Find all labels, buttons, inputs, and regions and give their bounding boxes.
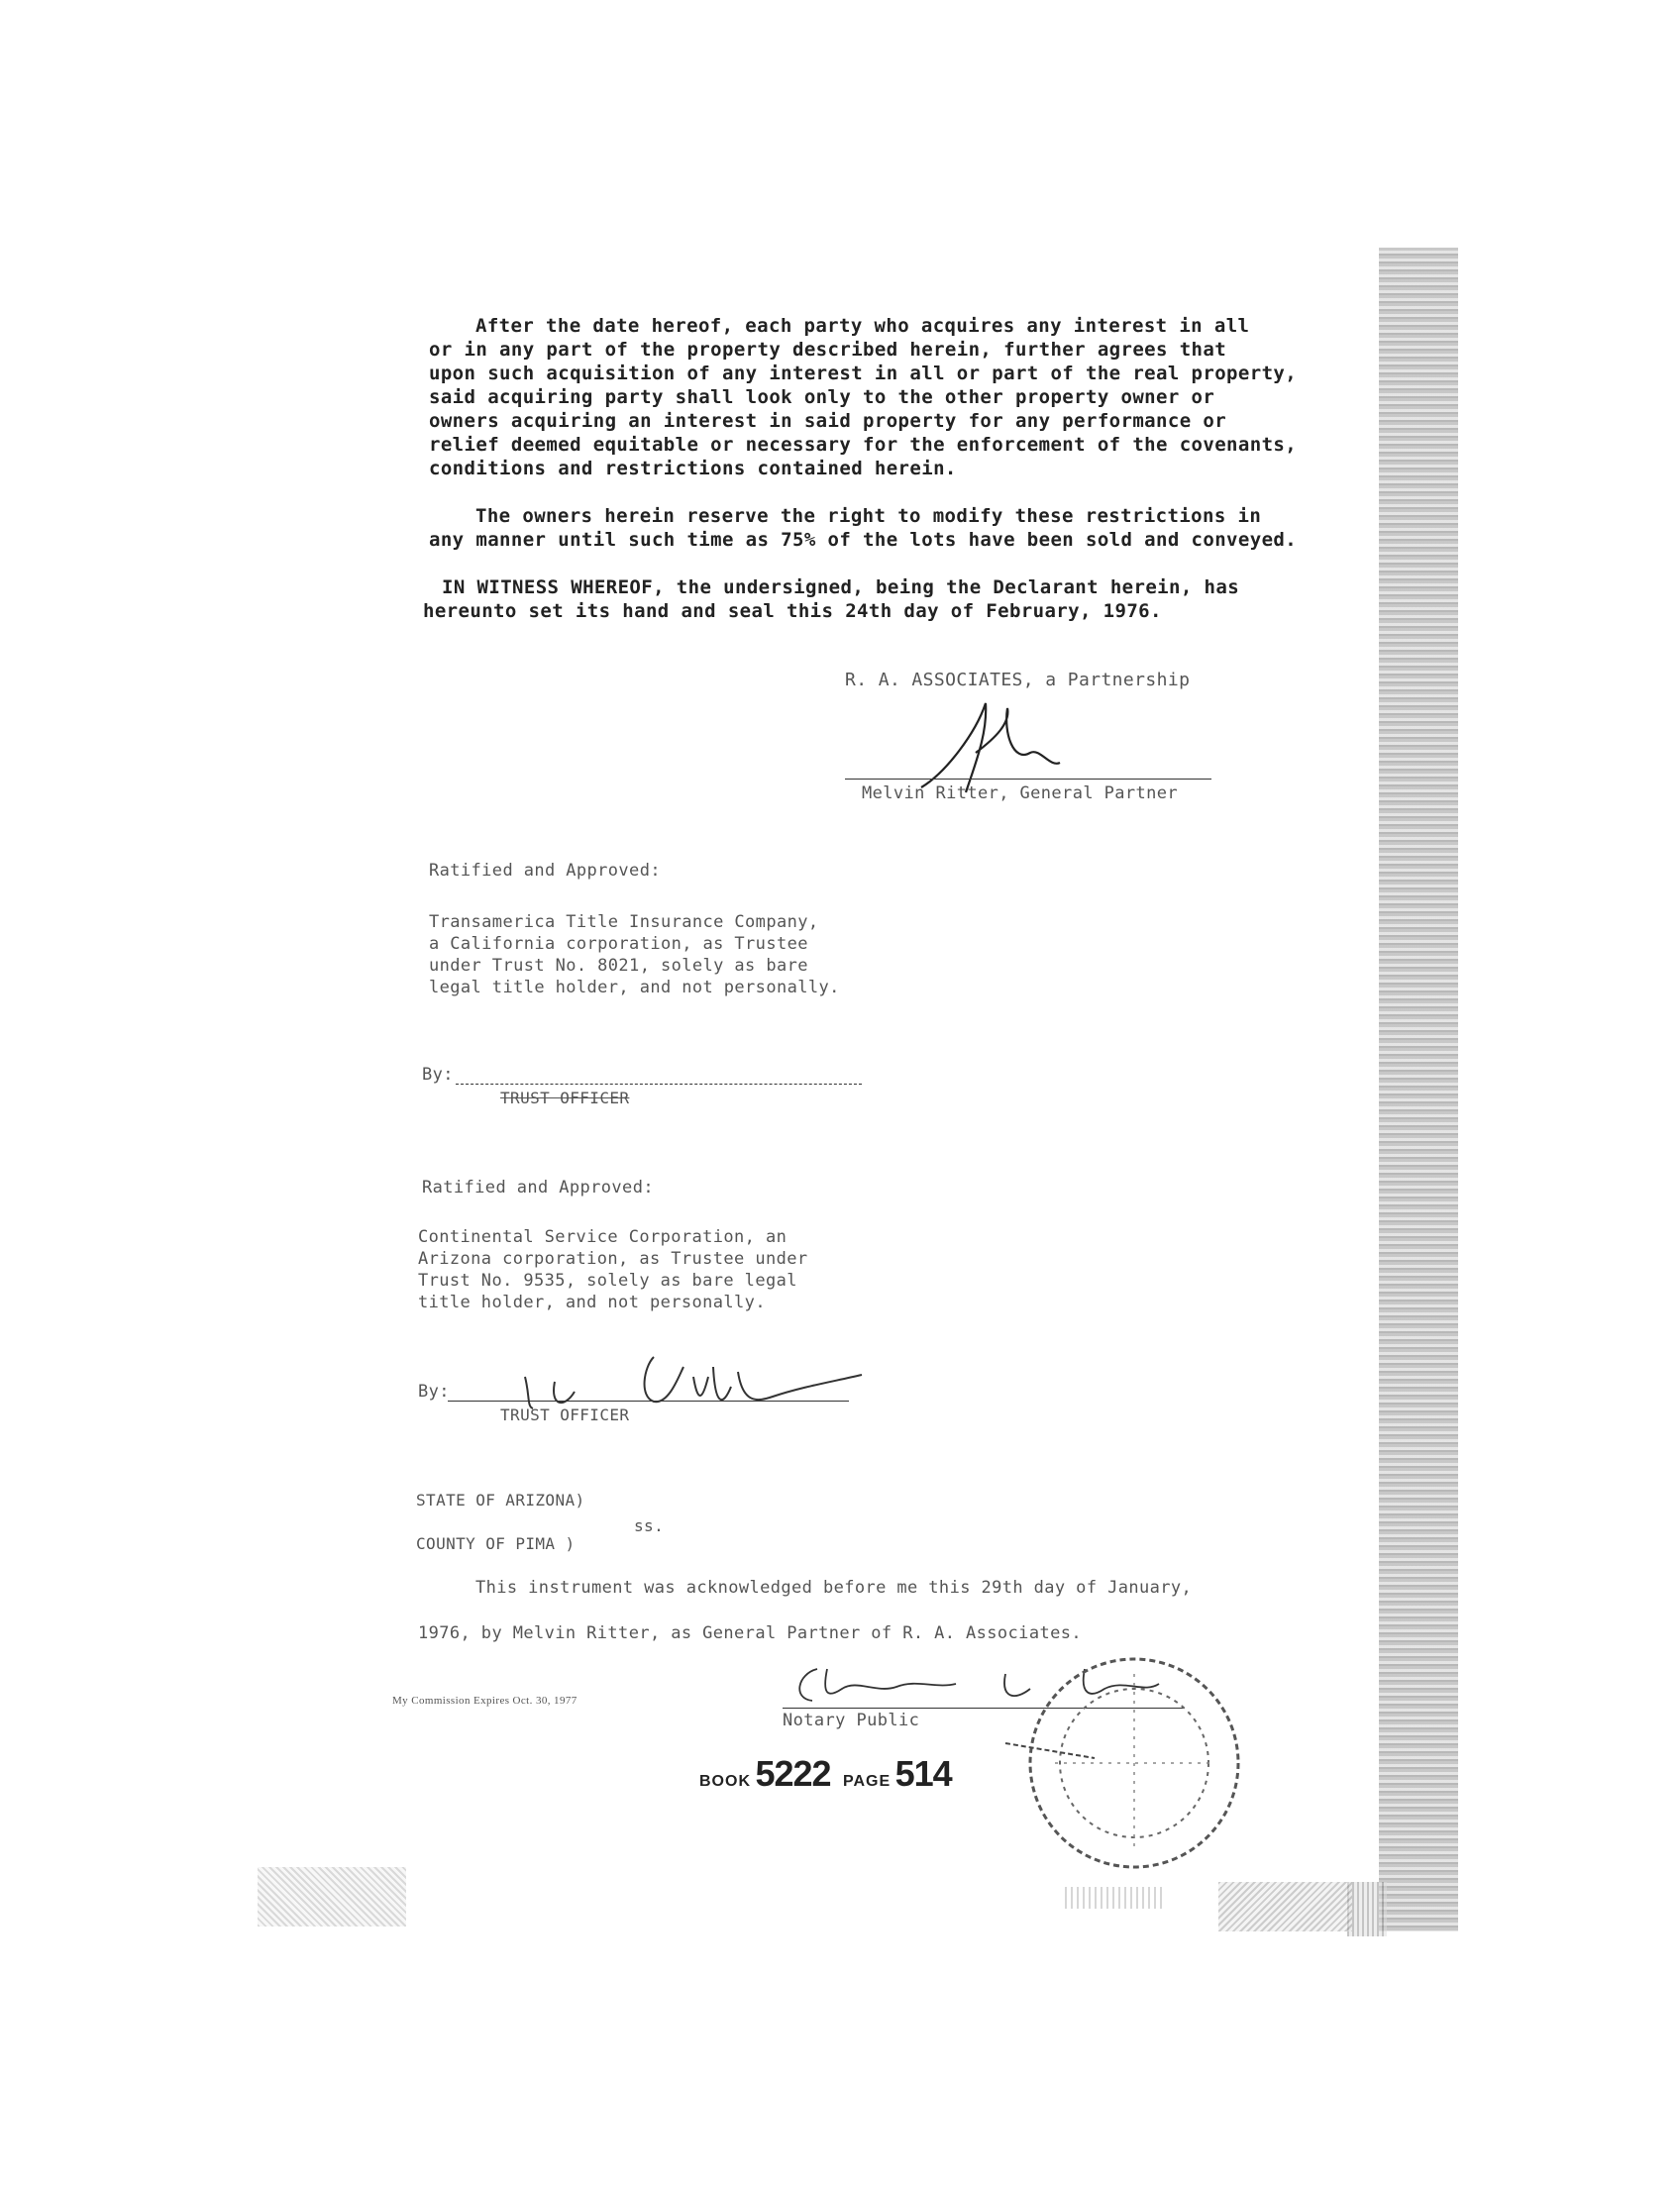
text-line: legal title holder, and not personally. [429, 978, 840, 997]
book-number: 5222 [755, 1753, 831, 1794]
book-label: BOOK [699, 1773, 751, 1790]
scan-edge-shadow [1379, 248, 1458, 1931]
text-line: title holder, and not personally. [418, 1293, 766, 1312]
text-line: IN WITNESS WHEREOF, the undersigned, being the Declarant herein, has [442, 576, 1240, 598]
by-label: By: [422, 1065, 454, 1085]
text-line: owners acquiring an interest in said property for any performance or [429, 410, 1227, 432]
signature-line [456, 1084, 862, 1085]
text-line: After the date hereof, each party who acquires any interest in all [475, 315, 1250, 337]
text-line: conditions and restrictions contained herein. [429, 458, 957, 479]
text-line: The owners herein reserve the right to modify these restrictions in [475, 505, 1262, 527]
text-line: any manner until such time as 75% of the lots have been sold and conveyed. [429, 529, 1298, 551]
text-line: This instrument was acknowledged before me this 29th day of January, [475, 1578, 1193, 1598]
text-line: upon such acquisition of any interest in all or part of the real property, [429, 363, 1298, 384]
text-line: Continental Service Corporation, an [418, 1227, 788, 1247]
venue-county: COUNTY OF PIMA ) [416, 1534, 576, 1553]
venue-ss: ss. [634, 1516, 665, 1535]
text-line: Trust No. 9535, solely as bare legal [418, 1271, 797, 1291]
text-line: hereunto set its hand and seal this 24th day of February, 1976. [423, 600, 1162, 622]
by-label: By: [418, 1382, 450, 1402]
text-line: said acquiring party shall look only to the other property owner or [429, 386, 1215, 408]
commission-expiry: My Commission Expires Oct. 30, 1977 [392, 1695, 578, 1707]
venue-state: STATE OF ARIZONA) [416, 1491, 585, 1510]
text-line: relief deemed equitable or necessary for the enforcement of the covenants, [429, 434, 1298, 456]
page-number: 514 [894, 1753, 952, 1794]
text-line: or in any part of the property described herein, further agrees that [429, 339, 1227, 361]
signature-line [845, 779, 1211, 780]
scan-smudge [258, 1867, 406, 1927]
text-line: a California corporation, as Trustee [429, 934, 808, 954]
text-line: Transamerica Title Insurance Company, [429, 912, 819, 932]
ratification-heading: Ratified and Approved: [422, 1178, 654, 1198]
recording-stamp [699, 1753, 952, 1795]
trust-officer-label: TRUST OFFICER [500, 1089, 630, 1107]
notary-title: Notary Public [783, 1711, 920, 1730]
text-line: 1976, by Melvin Ritter, as General Partner of R. A. Associates. [418, 1623, 1082, 1643]
scan-edge-shadow-bottom [1347, 1882, 1387, 1936]
notary-seal [996, 1644, 1283, 1882]
page-label: PAGE [843, 1773, 892, 1790]
scan-smudge [1065, 1887, 1164, 1909]
declarant-name: R. A. ASSOCIATES, a Partnership [845, 670, 1191, 690]
signer-name: Melvin Ritter, General Partner [862, 783, 1179, 803]
text-line: under Trust No. 8021, solely as bare [429, 956, 808, 976]
signature-line [448, 1401, 849, 1402]
text-line: Arizona corporation, as Trustee under [418, 1249, 808, 1269]
ratification-heading: Ratified and Approved: [429, 861, 661, 881]
trust-officer-label: TRUST OFFICER [500, 1406, 630, 1424]
scan-smudge [1218, 1882, 1352, 1931]
